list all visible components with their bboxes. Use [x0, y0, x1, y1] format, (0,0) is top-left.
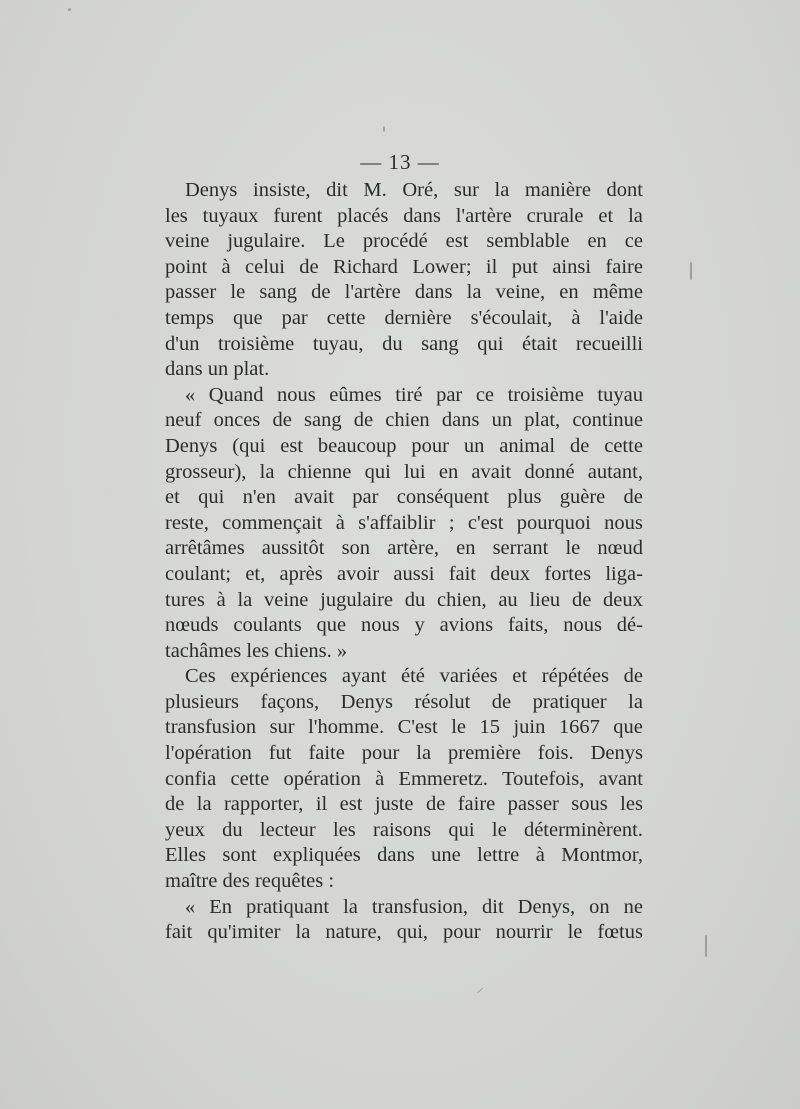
text-line: arrêtâmes aussitôt son artère, en serrant le nœud	[165, 537, 643, 560]
text-line: nœuds coulants que nous y avions faits, nous dé-	[165, 614, 643, 637]
text-line: confia cette opération à Emmeretz. Toutefois, avant	[165, 767, 643, 790]
text-line: dans un plat.	[165, 358, 270, 381]
paper-speck	[477, 988, 484, 994]
text-line: l'opération fut faite pour la première fois. Denys	[165, 742, 643, 765]
paper-speck	[705, 935, 707, 957]
text-line: les tuyaux furent placés dans l'artère crurale et la	[165, 204, 643, 227]
text-line: Denys insiste, dit M. Oré, sur la manière dont	[185, 179, 643, 201]
body-text	[165, 178, 643, 946]
text-line: temps que par cette dernière s'écoulait, à l'aide	[165, 306, 643, 329]
text-line: veine jugulaire. Le procédé est semblable en ce	[165, 230, 643, 253]
paper-speck	[383, 126, 385, 132]
text-line: maître des requêtes :	[165, 870, 335, 893]
text-line: passer le sang de l'artère dans la veine, en même	[165, 281, 643, 304]
text-line: plusieurs façons, Denys résolut de pratiquer la	[165, 690, 643, 713]
text-line: yeux du lecteur les raisons qui le déterminèrent.	[165, 818, 643, 841]
text-line: fait qu'imiter la nature, qui, pour nourrir le fœtus	[165, 921, 643, 944]
text-line: neuf onces de sang de chien dans un plat, continue	[165, 409, 643, 432]
page-number: — 13 —	[360, 150, 440, 174]
text-line: Elles sont expliquées dans une lettre à Montmor,	[165, 844, 643, 867]
text-line: de la rapporter, il est juste de faire passer sous les	[165, 793, 643, 816]
text-line: coulant; et, après avoir aussi fait deux fortes liga-	[165, 562, 643, 585]
text-line: grosseur), la chienne qui lui en avait donné autant,	[165, 460, 643, 483]
text-line: et qui n'en avait par conséquent plus guère de	[165, 486, 643, 509]
text-line: reste, commençait à s'affaiblir ; c'est pourquoi nous	[165, 511, 643, 534]
text-line: point à celui de Richard Lower; il put ainsi faire	[165, 255, 643, 278]
text-line: tures à la veine jugulaire du chien, au lieu de deux	[165, 588, 643, 611]
text-line: Ces expériences ayant été variées et répétées de	[185, 665, 643, 688]
paper-speck	[690, 262, 692, 280]
text-line: tachâmes les chiens. »	[165, 639, 348, 662]
text-line: Denys (qui est beaucoup pour un animal de cette	[165, 434, 643, 457]
paper-speck	[68, 8, 71, 11]
text-line: d'un troisième tuyau, du sang qui était recueilli	[165, 332, 643, 355]
text-line: « Quand nous eûmes tiré par ce troisième tuyau	[185, 383, 643, 406]
text-line: « En pratiquant la transfusion, dit Denys, on ne	[185, 895, 643, 918]
text-line: transfusion sur l'homme. C'est le 15 juin 1667 que	[165, 716, 643, 739]
